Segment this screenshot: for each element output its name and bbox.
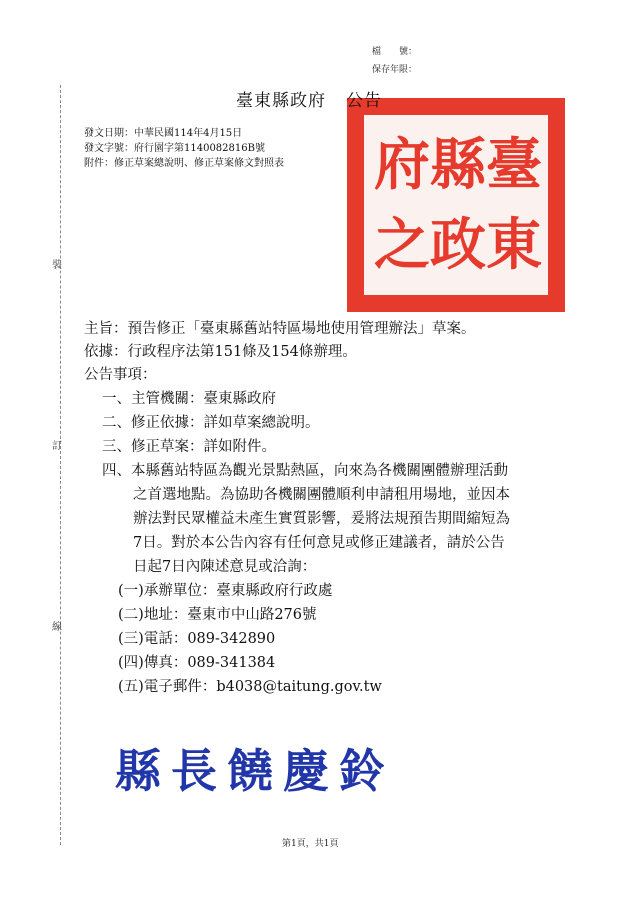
seal-char: 東 bbox=[486, 212, 542, 278]
binding-mark-zhuang: 裝 bbox=[52, 260, 62, 271]
document-type: 公告 bbox=[346, 91, 382, 111]
basis-line: 依據：行政程序法第151條及154條辦理。 bbox=[84, 344, 357, 360]
item-four-continued: 7日。對於本公告內容有任何意見或修正建議者，請於公告 bbox=[133, 535, 505, 551]
agency-name: 臺東縣政府 bbox=[236, 91, 326, 111]
contact-phone: (三)電話：089-342890 bbox=[118, 631, 276, 647]
document-number: 發文字號：府行園字第1140082816B號 bbox=[84, 143, 265, 154]
binding-line bbox=[60, 85, 61, 845]
item-four-continued: 日起7日內陳述意見或洽詢： bbox=[133, 559, 317, 575]
contact-unit: (一)承辦單位：臺東縣政府行政處 bbox=[118, 583, 333, 599]
file-number-label: 檔 號： bbox=[372, 47, 418, 57]
seal-char: 縣 bbox=[430, 132, 486, 198]
contact-address: (二)地址：臺東市中山路276號 bbox=[118, 607, 317, 623]
subject-line: 主旨：預告修正「臺東縣舊站特區場地使用管理辦法」草案。 bbox=[84, 321, 476, 337]
seal-char: 之 bbox=[374, 212, 430, 278]
page-number: 第1頁，共1頁 bbox=[282, 839, 339, 849]
item-four-continued: 辦法對民眾權益未產生實質影響，爰將法規預告期間縮短為 bbox=[133, 511, 510, 527]
binding-mark-ding: 訂 bbox=[52, 441, 62, 452]
seal-char: 臺 bbox=[486, 132, 542, 198]
items-heading: 公告事項： bbox=[84, 367, 157, 383]
item-four-continued: 之首選地點。為協助各機關團體順利申請租用場地，並因本 bbox=[133, 487, 510, 503]
item-two: 二、修正依據：詳如草案總說明。 bbox=[102, 415, 320, 431]
attachment-line: 附件：修正草案總說明、修正草案條文對照表 bbox=[84, 158, 284, 169]
official-seal bbox=[347, 98, 565, 312]
seal-char: 政 bbox=[430, 212, 486, 278]
seal-char: 府 bbox=[374, 132, 430, 198]
document-title bbox=[236, 86, 382, 111]
retention-label: 保存年限： bbox=[372, 65, 418, 75]
binding-mark-xian: 線 bbox=[52, 622, 62, 633]
contact-email: (五)電子郵件：b4038@taitung.gov.tw bbox=[118, 679, 382, 695]
issue-date: 發文日期：中華民國114年4月15日 bbox=[84, 128, 243, 139]
item-four: 四、本縣舊站特區為觀光景點熱區，向來為各機關團體辦理活動 bbox=[102, 463, 508, 479]
contact-fax: (四)傳真：089-341384 bbox=[118, 655, 276, 671]
item-three: 三、修正草案：詳如附件。 bbox=[102, 439, 276, 455]
item-one: 一、主管機關：臺東縣政府 bbox=[102, 391, 276, 407]
magistrate-signature: 縣長饒慶鈴 bbox=[115, 744, 395, 798]
